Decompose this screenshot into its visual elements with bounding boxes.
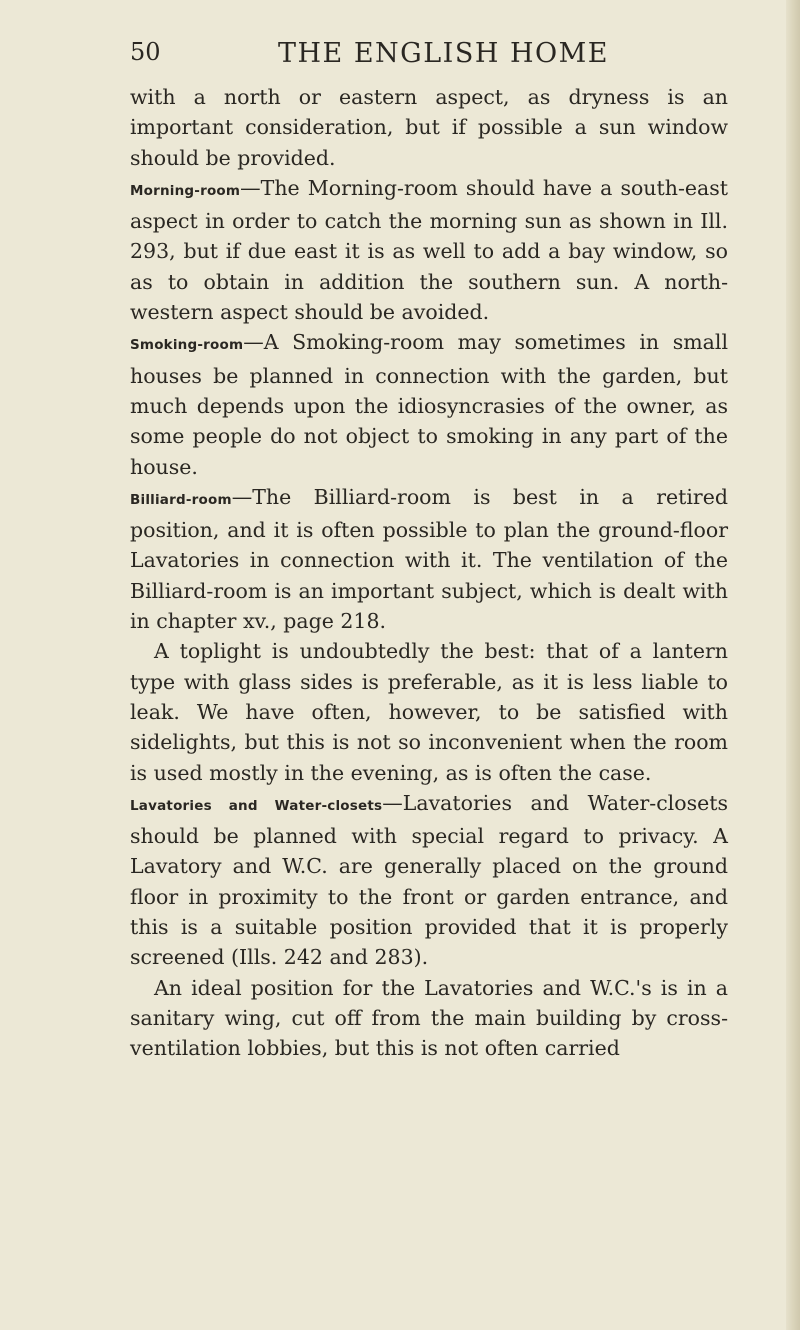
side-heading: Lavatories and Water-closets [130, 797, 383, 814]
side-heading: Billiard-room [130, 491, 232, 508]
paragraph-continuation [130, 82, 728, 173]
side-heading: Smoking-room [130, 337, 244, 354]
paragraph-text: An ideal position for the Lavatories and W.C.'s is in a sanitary wing, cut off from the main building by cross-ventilation lobbies, but this is not often carried [130, 975, 728, 1061]
paragraph-text: —The Morning-room should have a south-east aspect in order to catch the morning sun as shown in Ill. 293, but if due east it is as well to add a bay window, so as to obtain in addition the southern sun. A north-western aspect should be avoided. [130, 175, 728, 325]
paragraph-text: —Lavatories and Water-closets should be planned with special regard to privacy. A Lavatory and W.C. are generally placed on the ground floor in proximity to the front or garden entrance, and this is a suitable position provided that it is properly screened (Ills. 242 and 283). [130, 790, 728, 970]
paragraph-toplight [130, 636, 728, 787]
page-number: 50 [130, 38, 161, 66]
paragraph-smoking-room [130, 327, 728, 481]
paragraph-ideal-position [130, 973, 728, 1064]
paragraph-text: —The Billiard-room is best in a retired position, and it is often possible to plan the ground-floor Lavatories in connection with it. The ventilation of the Billiard-room is an important subject, which is dealt with in chapter xv., page 218. [130, 484, 728, 634]
running-title: THE ENGLISH HOME [278, 38, 610, 69]
paragraph-morning-room [130, 173, 728, 327]
paragraph-billiard-room [130, 482, 728, 636]
body-text [130, 82, 728, 1064]
side-heading: Morning-room [130, 182, 241, 199]
page-edge [786, 0, 800, 1330]
paragraph-text: —A Smoking-room may sometimes in small houses be planned in connection with the garden, but much depends upon the idiosyncrasies of the owner, as some people do not object to smoking in any part of the house. [130, 330, 728, 479]
paragraph-text: A toplight is undoubtedly the best: that of a lantern type with glass sides is preferable, as it is less liable to leak. We have often, however, to be satisfied with sidelights, but this is not so inconvenient when the room is used mostly in the evening, as is often the case. [130, 639, 728, 785]
paragraph-text: with a north or eastern aspect, as dryness is an important consideration, but if possible a sun window should be provided. [130, 85, 728, 170]
paragraph-lavatories [130, 788, 728, 973]
